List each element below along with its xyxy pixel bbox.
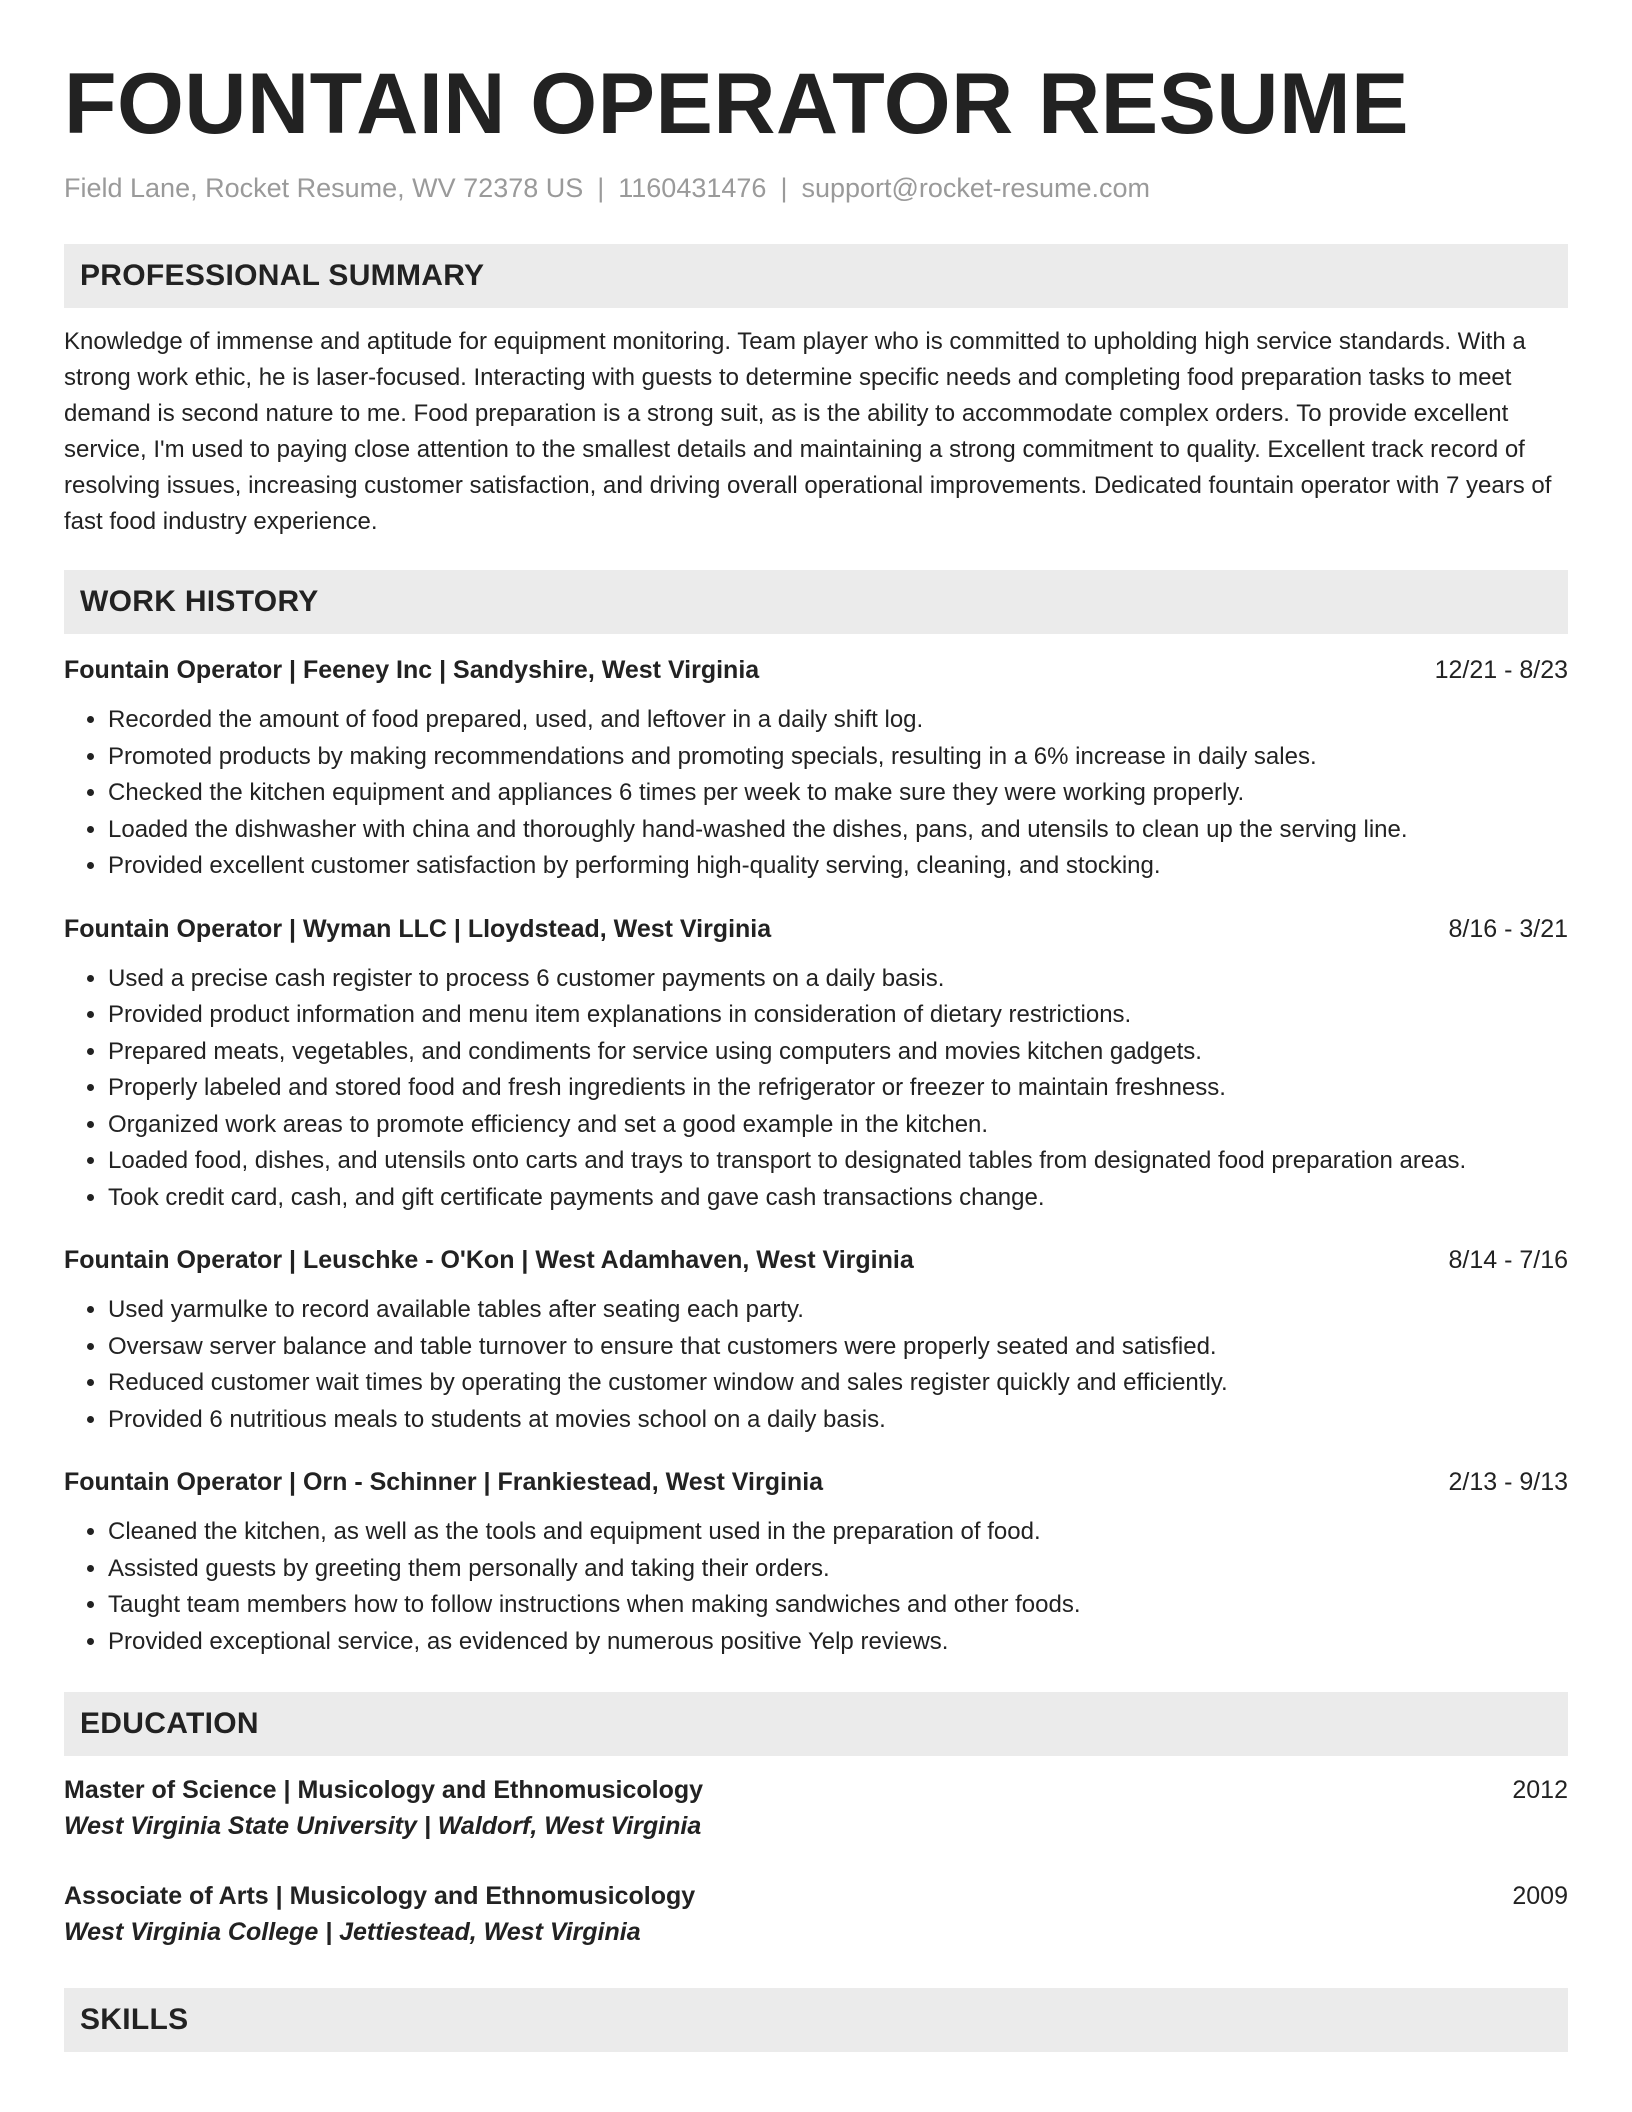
job-bullets <box>64 1514 1568 1660</box>
job-title: Fountain Operator | Orn - Schinner | Frankiestead, West Virginia <box>64 1468 824 1496</box>
skills-section <box>64 1988 1568 2052</box>
contact-line <box>64 170 1568 206</box>
job-bullet: • Oversaw server balance and table turnover to ensure that customers were properly seated and satisfied. <box>108 1329 1568 1366</box>
job-bullet: • Loaded food, dishes, and utensils onto carts and trays to transport to designated tables from designated food preparation areas. <box>108 1143 1568 1180</box>
job-entry <box>64 1464 1568 1660</box>
job-bullet: • Loaded the dishwasher with china and thoroughly hand-washed the dishes, pans, and utensils to clean up the serving line. <box>108 812 1568 849</box>
job-bullet: • Reduced customer wait times by operating the customer window and sales register quickly and efficiently. <box>108 1365 1568 1402</box>
job-bullets <box>64 702 1568 885</box>
job-title: Fountain Operator | Feeney Inc | Sandyshire, West Virginia <box>64 656 760 684</box>
job-entry <box>64 911 1568 1217</box>
education-school: West Virginia College | Jettiestead, West Virginia <box>64 1918 641 1946</box>
job-bullet: • Organized work areas to promote efficiency and set a good example in the kitchen. <box>108 1107 1568 1144</box>
job-dates: 12/21 - 8/23 <box>1434 656 1568 684</box>
education-header <box>64 1772 1568 1808</box>
job-dates: 2/13 - 9/13 <box>1448 1468 1568 1496</box>
job-bullet: • Checked the kitchen equipment and appliances 6 times per week to make sure they were working properly. <box>108 775 1568 812</box>
section-heading-education: EDUCATION <box>64 1692 1568 1756</box>
job-bullet: • Took credit card, cash, and gift certificate payments and gave cash transactions change. <box>108 1180 1568 1217</box>
job-bullet: • Used yarmulke to record available tables after seating each party. <box>108 1292 1568 1329</box>
contact-separator: | <box>597 173 605 203</box>
section-heading-work-history: WORK HISTORY <box>64 570 1568 634</box>
job-entry <box>64 652 1568 885</box>
job-header <box>64 911 1568 947</box>
job-bullet: • Used a precise cash register to process 6 customer payments on a daily basis. <box>108 961 1568 998</box>
contact-email: support@rocket-resume.com <box>801 173 1150 203</box>
job-bullet: • Prepared meats, vegetables, and condiments for service using computers and movies kitchen gadgets. <box>108 1034 1568 1071</box>
job-bullet: • Provided exceptional service, as evidenced by numerous positive Yelp reviews. <box>108 1624 1568 1661</box>
education-degree: Associate of Arts | Musicology and Ethnomusicology <box>64 1882 696 1910</box>
job-entry <box>64 1242 1568 1438</box>
job-dates: 8/14 - 7/16 <box>1448 1246 1568 1274</box>
contact-address: Field Lane, Rocket Resume, WV 72378 US <box>64 173 584 203</box>
resume-title: FOUNTAIN OPERATOR RESUME <box>64 56 1410 152</box>
education-entry <box>64 1772 1568 1844</box>
summary-text: Knowledge of immense and aptitude for equipment monitoring. Team player who is committed to upholding high service standards. With a strong work ethic, he is laser-focused. Interacting with guests to determine specific needs and completing food preparation tasks to meet demand is second nature to me. Food preparation is a strong suit, as is the ability to accommodate complex orders. To provide excellent service, I'm used to paying close attention to the smallest details and maintaining a strong commitment to quality. Excellent track record of resolving issues, increasing customer satisfaction, and driving overall operational improvements. Dedicated fountain operator with 7 years of fast food industry experience. <box>64 328 1552 535</box>
job-bullet: • Recorded the amount of food prepared, used, and leftover in a daily shift log. <box>108 702 1568 739</box>
job-bullet: • Provided 6 nutritious meals to students at movies school on a daily basis. <box>108 1402 1568 1439</box>
job-title: Fountain Operator | Leuschke - O'Kon | West Adamhaven, West Virginia <box>64 1246 914 1274</box>
education-year: 2009 <box>1512 1882 1568 1910</box>
contact-phone: 1160431476 <box>618 173 767 203</box>
education-header <box>64 1878 1568 1914</box>
work-history-section <box>64 570 1568 1660</box>
job-header <box>64 652 1568 688</box>
job-bullet: • Taught team members how to follow instructions when making sandwiches and other foods. <box>108 1587 1568 1624</box>
education-year: 2012 <box>1512 1776 1568 1804</box>
section-heading-skills: SKILLS <box>64 1988 1568 2052</box>
education-section <box>64 1692 1568 1950</box>
section-heading-summary: PROFESSIONAL SUMMARY <box>64 244 1568 308</box>
job-header <box>64 1242 1568 1278</box>
job-bullet: • Cleaned the kitchen, as well as the tools and equipment used in the preparation of food. <box>108 1514 1568 1551</box>
job-title: Fountain Operator | Wyman LLC | Lloydstead, West Virginia <box>64 914 772 943</box>
job-dates: 8/16 - 3/21 <box>1448 914 1568 943</box>
education-school: West Virginia State University | Waldorf, West Virginia <box>64 1812 702 1840</box>
job-bullet: • Assisted guests by greeting them personally and taking their orders. <box>108 1551 1568 1588</box>
job-bullets <box>64 1292 1568 1438</box>
job-header <box>64 1464 1568 1500</box>
job-bullet: • Promoted products by making recommendations and promoting specials, resulting in a 6% increase in daily sales. <box>108 739 1568 776</box>
professional-summary-section <box>64 244 1568 540</box>
job-bullet: • Properly labeled and stored food and fresh ingredients in the refrigerator or freezer to maintain freshness. <box>108 1070 1568 1107</box>
education-degree: Master of Science | Musicology and Ethnomusicology <box>64 1776 704 1804</box>
job-bullet: • Provided excellent customer satisfaction by performing high-quality serving, cleaning, and stocking. <box>108 848 1568 885</box>
contact-separator: | <box>780 173 788 203</box>
job-bullet: • Provided product information and menu item explanations in consideration of dietary restrictions. <box>108 997 1568 1034</box>
education-entry <box>64 1878 1568 1950</box>
job-bullets <box>64 961 1568 1217</box>
